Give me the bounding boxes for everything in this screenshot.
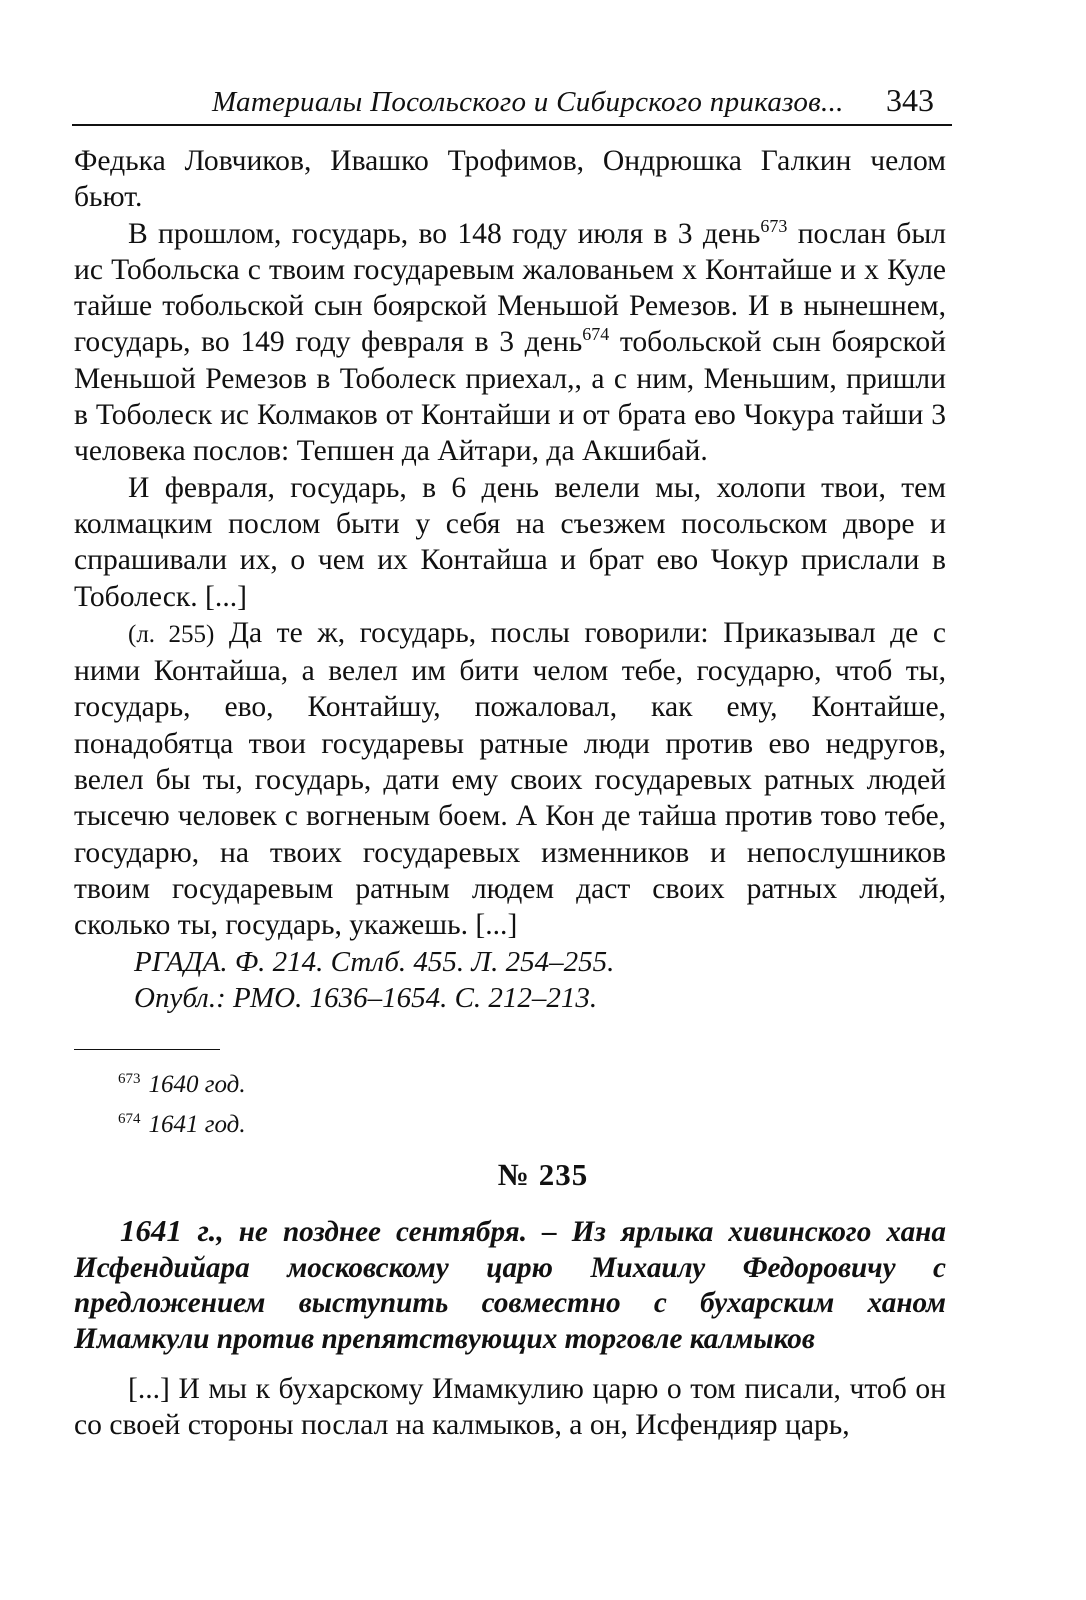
document-heading xyxy=(74,1213,946,1357)
footnote-text: 1641 год. xyxy=(148,1111,246,1138)
footnote-number: 674 xyxy=(118,1111,141,1127)
document-body xyxy=(74,1371,946,1444)
footnote-number: 673 xyxy=(118,1071,141,1087)
paragraph-yarlyk: [...] И мы к бухарскому Имамкулию царю о том писали, чтоб он со своей стороны послал на калмыков, а он, Исфендияр царь, xyxy=(74,1373,946,1442)
running-title: Материалы Посольского и Сибирского приказов... xyxy=(212,86,844,118)
archive-reference xyxy=(74,944,946,1017)
text-fragment: В прошлом, государь, во 148 году июля в 3 день xyxy=(128,217,761,250)
footnote-divider xyxy=(74,1049,220,1050)
footnote xyxy=(118,1062,246,1102)
running-header xyxy=(72,80,952,126)
paragraph-embassy xyxy=(74,216,946,470)
footnote xyxy=(118,1102,246,1142)
archive-citation: РГАДА. Ф. 214. Стлб. 455. Л. 254–255. xyxy=(134,945,615,978)
heading-date: 1641 г. xyxy=(120,1213,217,1248)
footnote-ref-673: 673 xyxy=(760,215,788,236)
text-fragment: послан был ис Тобольска с твоим государевым жалованьем х Контайше и х Куле тайше тобольской сын боярской Меньшой Ремезов. И в нынешнем, государь, во 149 году февраля в 3 день xyxy=(74,217,946,359)
publication-citation: Опубл.: РМО. 1636–1654. С. 212–213. xyxy=(134,981,598,1014)
heading-summary: , не позднее сентября. – Из ярлыка хивинского хана Исфендийара московскому царю Михаилу Федоровичу с предложением выступить совместно с бухарским ханом Имамкули против препятствующих торговле калмыков xyxy=(74,1216,946,1355)
text-fragment: тобольской сын боярской Меньшой Ремезов в Тоболеск приехал,, а с ним, Меньшим, пришли в Тоболеск ис Колмаков от Контайши и от брата ево Чокура тайши 3 человека послов: Тепшен да Айтари, да Акшибай. xyxy=(74,326,946,468)
leaf-marker: (л. 255) xyxy=(128,620,215,648)
paragraph-reception: И февраля, государь, в 6 день велели мы, холопи твои, тем колмацким послом быти у себя на съезжем посольском дворе и спрашивали их, о чем их Контайша и брат ево Чокур прислали в Тоболеск. [...] xyxy=(74,471,946,613)
page-number: 343 xyxy=(886,82,934,118)
heading-text xyxy=(74,1213,946,1357)
paragraph-request xyxy=(74,615,946,944)
footnote-ref-674: 674 xyxy=(582,324,610,345)
paragraph-signatories: Федька Ловчиков, Ивашко Трофимов, Ондрюшка Галкин челом бьют. xyxy=(74,145,946,214)
footnotes xyxy=(118,1062,246,1142)
text-fragment: Да те ж, государь, послы говорили: Приказывал де с ними Контайша, а велел им бити челом тебе, государю, чтоб ты, государь, ево, Контайшу, пожаловал, как ему, Контайше, понадобятца твои государевы ратные люди против ево недругов, велел бы ты, государь, дати ему своих государевых ратных людей тысечю человек с вогненым боем. А Кон де тайша против тово тебе, государю, на твоих государевых изменников и непослушников твоим государевым ратным людем даст своих ратных людей, сколько ты, государь, укажешь. [...] xyxy=(74,616,946,942)
main-text xyxy=(74,143,946,1016)
footnote-text: 1640 год. xyxy=(148,1071,246,1098)
document-number: № 235 xyxy=(497,1157,589,1192)
